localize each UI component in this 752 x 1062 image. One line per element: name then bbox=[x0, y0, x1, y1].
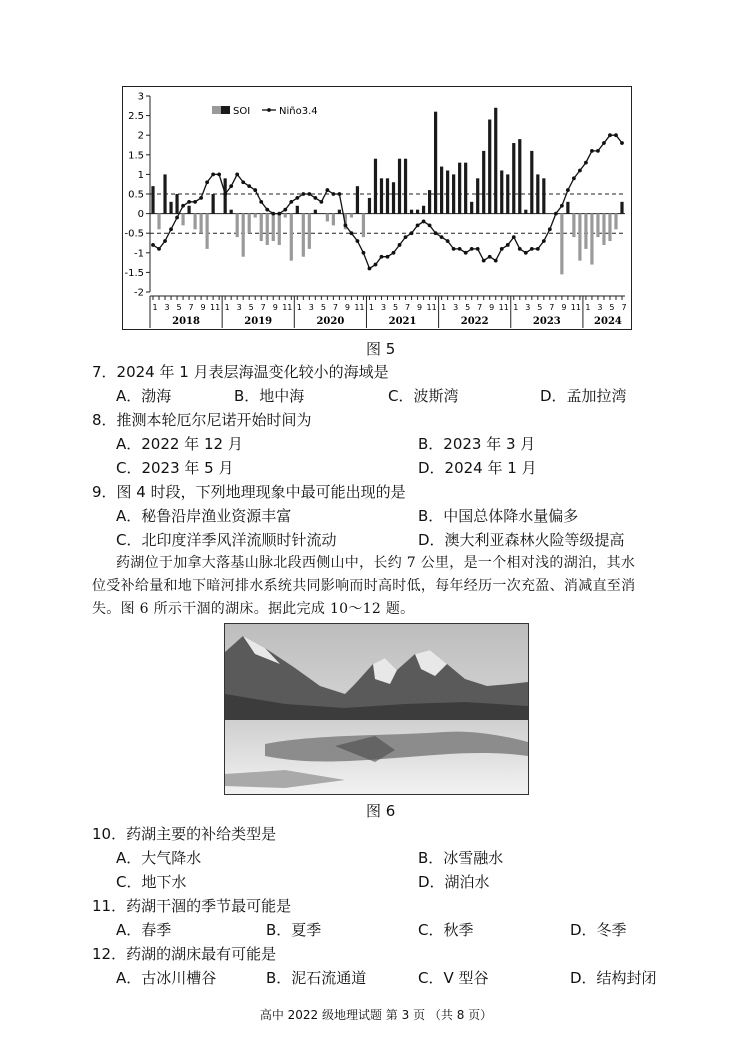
month-label: 5 bbox=[609, 303, 615, 312]
nino-point bbox=[404, 235, 408, 239]
month-label: 5 bbox=[320, 303, 326, 312]
nino-point bbox=[530, 247, 534, 251]
soi-bar bbox=[560, 214, 563, 275]
q11-option-c[interactable]: C．秋季 bbox=[418, 921, 474, 939]
y-tick-label: 3 bbox=[137, 91, 144, 103]
nino-point bbox=[205, 180, 209, 184]
soi-bar bbox=[428, 190, 431, 214]
nino-point bbox=[578, 169, 582, 173]
nino-point bbox=[464, 251, 468, 255]
month-label: 7 bbox=[404, 303, 411, 312]
soi-bar bbox=[518, 139, 521, 213]
nino-point bbox=[422, 220, 426, 224]
nino-point bbox=[428, 223, 432, 227]
soi-bar bbox=[338, 210, 341, 214]
q12-option-a[interactable]: A．古冰川槽谷 bbox=[116, 969, 217, 987]
nino-point bbox=[217, 173, 221, 177]
q8-option-b[interactable]: B．2023 年 3 月 bbox=[418, 435, 536, 453]
q9-option-c[interactable]: C．北印度洋季风洋流顺时针流动 bbox=[116, 531, 337, 549]
soi-bar bbox=[175, 194, 178, 214]
soi-bar bbox=[506, 174, 509, 213]
soi-bar bbox=[584, 214, 587, 249]
q12-option-d[interactable]: D．结构封闭 bbox=[570, 969, 657, 987]
nino-point bbox=[416, 223, 420, 227]
nino-point bbox=[344, 223, 348, 227]
soi-bar bbox=[410, 210, 413, 214]
y-tick-label: -1 bbox=[134, 248, 144, 260]
q10-option-a[interactable]: A．大气降水 bbox=[116, 849, 202, 867]
month-label: 9 bbox=[344, 303, 350, 312]
nino-point bbox=[608, 133, 612, 137]
month-label: 5 bbox=[248, 303, 254, 312]
year-label: 2022 bbox=[460, 316, 489, 327]
nino-point bbox=[620, 141, 624, 145]
q9-stem: 9．图 4 时段，下列地理现象中最可能出现的是 bbox=[92, 483, 406, 501]
nino-point bbox=[566, 188, 570, 192]
month-label: 1 bbox=[441, 303, 447, 312]
soi-bar bbox=[350, 214, 353, 218]
soi-bar bbox=[302, 214, 305, 257]
nino-point bbox=[494, 259, 498, 263]
passage-line-3: 失。图 6 所示干涸的湖床。据此完成 10～12 题。 bbox=[92, 601, 415, 617]
soi-bar bbox=[236, 214, 239, 238]
nino-point bbox=[241, 180, 245, 184]
y-tick-label: 0 bbox=[137, 209, 144, 221]
soi-bar bbox=[398, 159, 401, 214]
nino-point bbox=[386, 255, 390, 259]
year-label: 2023 bbox=[532, 316, 561, 327]
nino-point bbox=[356, 239, 360, 243]
soi-bar bbox=[530, 151, 533, 214]
soi-bar bbox=[446, 170, 449, 213]
soi-nino-chart bbox=[122, 86, 632, 330]
passage bbox=[92, 552, 672, 621]
q7-option-a[interactable]: A．渤海 bbox=[116, 387, 172, 405]
soi-bar bbox=[308, 214, 311, 249]
q10-option-c[interactable]: C．地下水 bbox=[116, 873, 187, 891]
q11-stem: 11．药湖干涸的季节最可能是 bbox=[92, 897, 292, 915]
nino-point bbox=[596, 149, 600, 153]
month-label: 3 bbox=[380, 303, 387, 312]
soi-bar bbox=[416, 210, 419, 214]
nino-point bbox=[169, 227, 173, 231]
soi-bar bbox=[434, 112, 437, 214]
nino-point bbox=[157, 247, 161, 251]
nino-point bbox=[193, 200, 197, 204]
soi-bar bbox=[193, 214, 196, 230]
nino-point bbox=[283, 208, 287, 212]
soi-bar bbox=[254, 214, 257, 218]
nino-point bbox=[307, 192, 311, 196]
nino-point bbox=[319, 200, 323, 204]
soi-bar bbox=[422, 206, 425, 214]
soi-bar bbox=[620, 202, 623, 214]
soi-bar bbox=[260, 214, 263, 241]
soi-bar bbox=[242, 214, 245, 257]
nino-point bbox=[554, 212, 558, 216]
month-label: 7 bbox=[332, 303, 338, 312]
nino-point bbox=[434, 231, 438, 235]
month-label: 11 bbox=[570, 303, 581, 312]
soi-bar bbox=[440, 167, 443, 214]
month-label: 7 bbox=[477, 303, 483, 312]
page-footer: 高中 2022 级地理试题 第 3 页 （共 8 页） bbox=[259, 1008, 493, 1022]
month-label: 3 bbox=[164, 303, 170, 312]
q10-option-b[interactable]: B．冰雪融水 bbox=[418, 849, 504, 867]
soi-bar bbox=[284, 214, 287, 218]
nino-point bbox=[265, 208, 269, 212]
q9-option-a[interactable]: A．秘鲁沿岸渔业资源丰富 bbox=[116, 507, 292, 525]
soi-bar bbox=[500, 170, 503, 213]
nino-point bbox=[331, 192, 335, 196]
nino-point bbox=[313, 196, 317, 200]
y-tick-label: 1.5 bbox=[128, 150, 144, 162]
legend-swatch-soi-pos bbox=[221, 106, 230, 114]
q8-option-a[interactable]: A．2022 年 12 月 bbox=[116, 435, 243, 453]
month-label: 1 bbox=[224, 303, 230, 312]
month-label: 3 bbox=[453, 303, 459, 312]
q11-option-d[interactable]: D．冬季 bbox=[570, 921, 627, 939]
nino-point bbox=[151, 243, 155, 247]
nino-point bbox=[181, 204, 185, 208]
nino-point bbox=[368, 267, 372, 271]
month-label: 5 bbox=[537, 303, 543, 312]
soi-bar bbox=[524, 210, 527, 214]
soi-bar bbox=[296, 206, 299, 214]
soi-bar bbox=[362, 214, 365, 238]
month-label: 7 bbox=[188, 303, 194, 312]
soi-bar bbox=[212, 194, 215, 214]
legend-label-soi: SOI bbox=[233, 106, 251, 117]
month-label: 1 bbox=[513, 303, 519, 312]
month-label: 3 bbox=[236, 303, 242, 312]
nino-point bbox=[295, 196, 299, 200]
soi-bar bbox=[290, 214, 293, 261]
soi-bar bbox=[566, 202, 569, 214]
nino-point bbox=[259, 200, 263, 204]
nino-point bbox=[277, 212, 281, 216]
nino-point bbox=[392, 251, 396, 255]
soi-bar bbox=[163, 174, 166, 213]
soi-bar bbox=[452, 174, 455, 213]
q7-option-b[interactable]: B．地中海 bbox=[234, 387, 305, 405]
passage-line-1: 药湖位于加拿大落基山脉北段西侧山中，长约 7 公里，是一个相对浅的湖泊，其水 bbox=[116, 555, 636, 571]
nino-point bbox=[337, 192, 341, 196]
nino-point bbox=[350, 231, 354, 235]
nino-point bbox=[398, 243, 402, 247]
month-label: 3 bbox=[525, 303, 531, 312]
month-label: 9 bbox=[489, 303, 495, 312]
y-tick-label: -0.5 bbox=[124, 228, 144, 240]
soi-bar bbox=[187, 206, 190, 214]
y-tick-label: 2 bbox=[137, 130, 144, 142]
nino-point bbox=[614, 133, 618, 137]
month-label: 7 bbox=[549, 303, 555, 312]
soi-bar bbox=[602, 214, 605, 245]
month-label: 5 bbox=[465, 303, 471, 312]
q10-option-d[interactable]: D．湖泊水 bbox=[418, 873, 490, 891]
q8-stem: 8．推测本轮厄尔尼诺开始时间为 bbox=[92, 411, 312, 429]
nino-point bbox=[440, 235, 444, 239]
month-label: 9 bbox=[417, 303, 423, 312]
month-label: 1 bbox=[296, 303, 302, 312]
nino-point bbox=[452, 247, 456, 251]
soi-bar bbox=[278, 214, 281, 245]
nino-point bbox=[175, 216, 179, 220]
soi-bar bbox=[482, 151, 485, 214]
soi-bar bbox=[356, 186, 359, 213]
nino-point bbox=[584, 161, 588, 165]
nino-point bbox=[374, 263, 378, 267]
y-tick-label: -2 bbox=[134, 287, 144, 299]
month-label: 9 bbox=[272, 303, 278, 312]
month-label: 9 bbox=[561, 303, 567, 312]
soi-bar bbox=[488, 120, 491, 214]
soi-bar bbox=[200, 214, 203, 234]
nino-point bbox=[560, 204, 564, 208]
nino-point bbox=[362, 251, 366, 255]
nino-point bbox=[542, 239, 546, 243]
q7-stem: 7．2024 年 1 月表层海温变化较小的海域是 bbox=[92, 363, 389, 381]
y-tick-label: 1 bbox=[137, 169, 144, 181]
q10-stem: 10．药湖主要的补给类型是 bbox=[92, 825, 277, 843]
month-label: 11 bbox=[282, 303, 293, 312]
soi-bar bbox=[326, 214, 329, 222]
soi-bar bbox=[169, 202, 172, 214]
month-label: 11 bbox=[210, 303, 221, 312]
q9-option-b[interactable]: B．中国总体降水量偏多 bbox=[418, 507, 579, 525]
soi-bar bbox=[332, 214, 335, 226]
nino-point bbox=[524, 251, 528, 255]
soi-bar bbox=[314, 210, 317, 214]
nino-point bbox=[247, 184, 251, 188]
soi-bar bbox=[206, 214, 209, 249]
legend-label-nino: Niño3.4 bbox=[279, 106, 318, 117]
soi-bar bbox=[224, 178, 227, 213]
passage-line-2: 位受补给量和地下暗河排水系统共同影响而时高时低，每年经历一次充盈、消减直至消 bbox=[92, 578, 636, 594]
year-label: 2019 bbox=[244, 316, 273, 327]
fig6-lake-photo bbox=[224, 623, 529, 795]
soi-bar bbox=[542, 178, 545, 213]
nino-point bbox=[572, 176, 576, 180]
soi-bar bbox=[464, 163, 467, 214]
q8-option-c[interactable]: C．2023 年 5 月 bbox=[116, 459, 234, 477]
nino-point bbox=[512, 235, 516, 239]
month-label: 5 bbox=[392, 303, 399, 312]
nino-point bbox=[602, 141, 606, 145]
soi-bar bbox=[458, 163, 461, 214]
month-label: 11 bbox=[498, 303, 509, 312]
fig5-chart bbox=[122, 86, 632, 330]
q11-option-b[interactable]: B．夏季 bbox=[266, 921, 322, 939]
soi-bar bbox=[470, 202, 473, 214]
q12-option-b[interactable]: B．泥石流通道 bbox=[266, 969, 367, 987]
soi-bar bbox=[230, 210, 233, 214]
nino-point bbox=[187, 200, 191, 204]
nino-point bbox=[482, 259, 486, 263]
nino-point bbox=[518, 247, 522, 251]
nino-point bbox=[536, 247, 540, 251]
nino-point bbox=[229, 184, 233, 188]
nino-point bbox=[211, 173, 215, 177]
month-label: 1 bbox=[152, 303, 158, 312]
nino-point bbox=[163, 239, 167, 243]
year-label: 2024 bbox=[594, 316, 622, 327]
soi-bar bbox=[248, 214, 251, 234]
legend-marker-nino bbox=[267, 108, 271, 112]
nino-point bbox=[506, 243, 510, 247]
nino-point bbox=[476, 247, 480, 251]
month-label: 11 bbox=[354, 303, 365, 312]
fig6-caption: 图 6 bbox=[366, 802, 396, 820]
legend-swatch-soi-neg bbox=[212, 106, 221, 114]
soi-bar bbox=[590, 214, 593, 265]
q9-option-d[interactable]: D．澳大利亚森林火险等级提高 bbox=[418, 531, 625, 549]
soi-bar bbox=[266, 214, 269, 245]
year-label: 2021 bbox=[388, 316, 417, 327]
q11-option-a[interactable]: A．春季 bbox=[116, 921, 172, 939]
soi-bar bbox=[578, 214, 581, 261]
q7-option-c[interactable]: C．波斯湾 bbox=[388, 387, 459, 405]
nino-point bbox=[380, 255, 384, 259]
nino-point bbox=[235, 173, 239, 177]
month-label: 3 bbox=[597, 303, 603, 312]
y-tick-label: -1.5 bbox=[124, 267, 144, 279]
q7-option-d[interactable]: D．孟加拉湾 bbox=[540, 387, 627, 405]
month-label: 3 bbox=[308, 303, 314, 312]
nino-point bbox=[289, 200, 293, 204]
nino-point bbox=[590, 149, 594, 153]
year-label: 2020 bbox=[316, 316, 345, 327]
soi-bar bbox=[494, 108, 497, 214]
soi-bar bbox=[392, 182, 395, 213]
q12-option-c[interactable]: C．V 型谷 bbox=[418, 969, 489, 987]
month-label: 7 bbox=[621, 303, 627, 312]
month-label: 1 bbox=[585, 303, 591, 312]
nino-point bbox=[470, 247, 474, 251]
month-label: 7 bbox=[260, 303, 266, 312]
year-label: 2018 bbox=[172, 316, 200, 327]
nino-point bbox=[301, 192, 305, 196]
soi-bar bbox=[536, 174, 539, 213]
soi-bar bbox=[476, 178, 479, 213]
nino-point bbox=[548, 227, 552, 231]
nino-point bbox=[223, 192, 227, 196]
soi-bar bbox=[157, 214, 160, 230]
month-label: 5 bbox=[176, 303, 182, 312]
nino-point bbox=[199, 196, 203, 200]
soi-bar bbox=[608, 214, 611, 241]
month-label: 1 bbox=[368, 303, 375, 312]
fig5-caption: 图 5 bbox=[366, 340, 396, 358]
soi-bar bbox=[181, 214, 184, 226]
soi-bar bbox=[380, 178, 383, 213]
soi-bar bbox=[512, 143, 515, 214]
soi-bar bbox=[596, 214, 599, 238]
y-tick-label: 0.5 bbox=[128, 189, 144, 201]
y-tick-label: 2.5 bbox=[128, 111, 144, 123]
nino-point bbox=[253, 188, 257, 192]
nino-point bbox=[325, 188, 329, 192]
month-label: 9 bbox=[200, 303, 206, 312]
soi-bar bbox=[272, 214, 275, 241]
nino-point bbox=[458, 247, 462, 251]
month-label: 11 bbox=[426, 303, 437, 312]
q12-stem: 12．药湖的湖床最有可能是 bbox=[92, 945, 277, 963]
nino-point bbox=[410, 231, 414, 235]
nino-point bbox=[446, 239, 450, 243]
q8-option-d[interactable]: D．2024 年 1 月 bbox=[418, 459, 537, 477]
nino-point bbox=[488, 255, 492, 259]
soi-bar bbox=[614, 214, 617, 230]
nino-point bbox=[500, 247, 504, 251]
soi-bar bbox=[386, 178, 389, 213]
soi-bar bbox=[374, 159, 377, 214]
soi-bar bbox=[151, 186, 154, 213]
soi-bar bbox=[572, 214, 575, 238]
soi-bar bbox=[404, 159, 407, 214]
soi-bar bbox=[368, 198, 371, 214]
nino-point bbox=[271, 212, 275, 216]
